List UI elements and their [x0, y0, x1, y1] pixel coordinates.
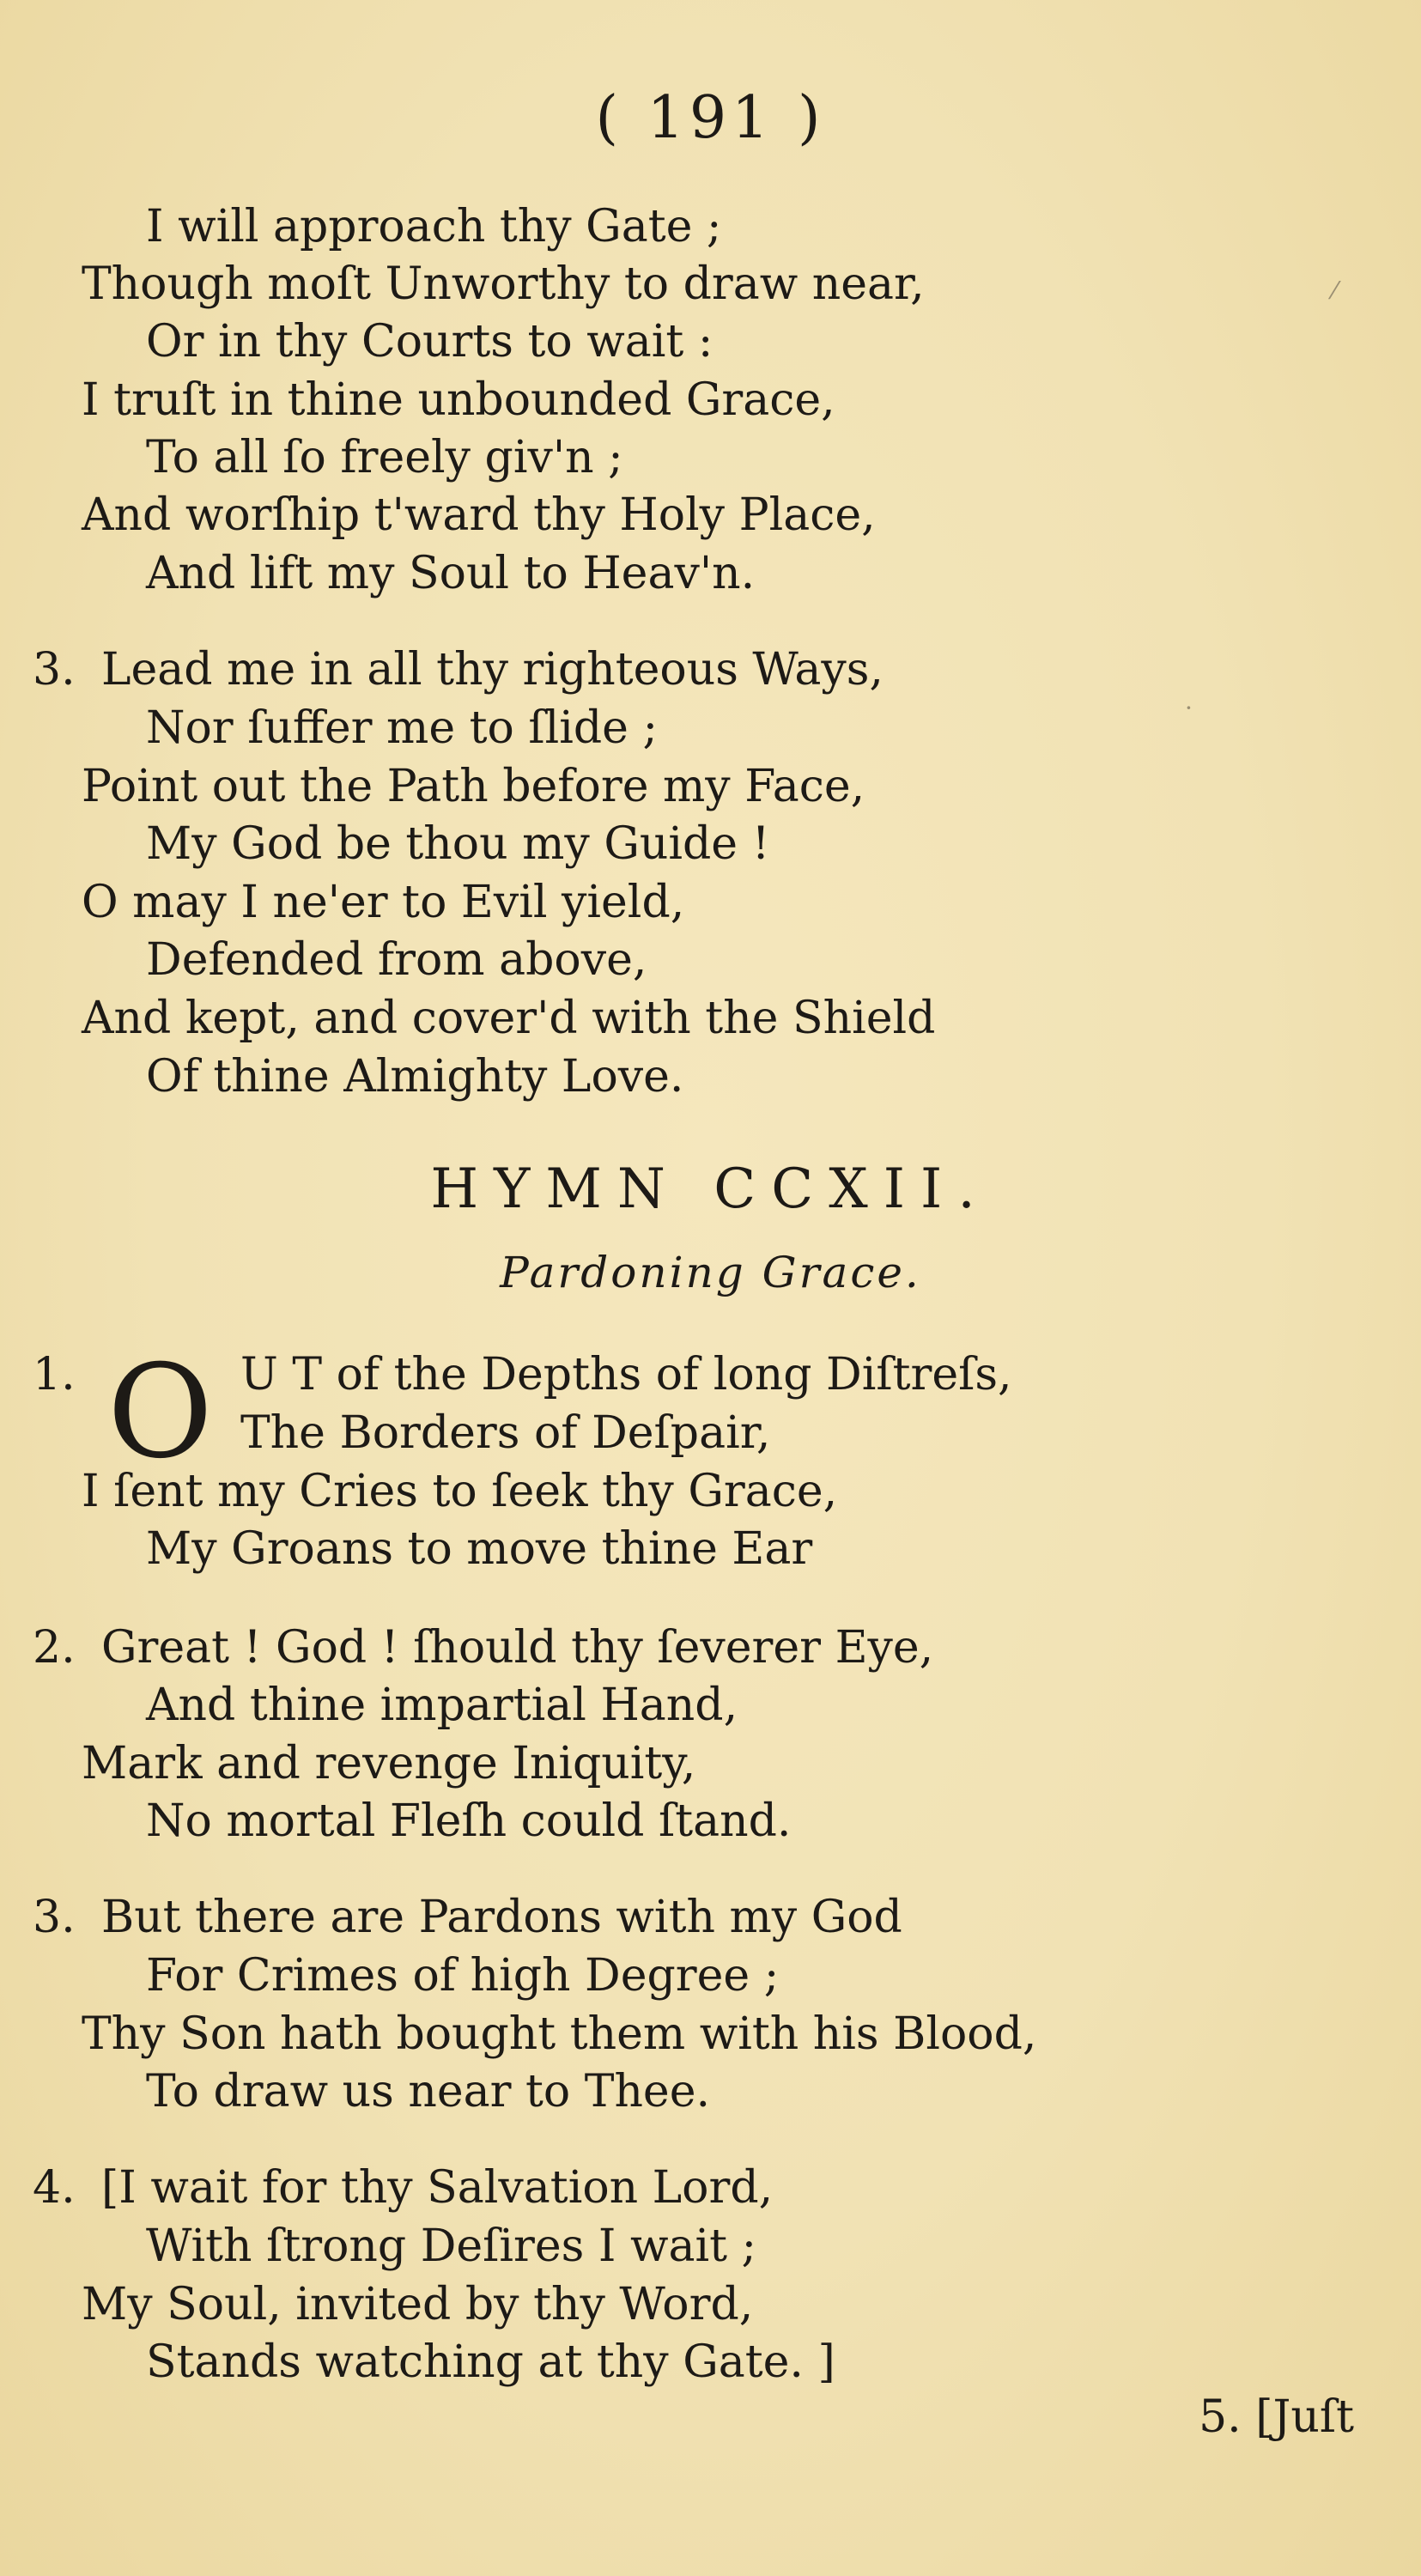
verse-line: And kept, and cover'd with the Shield: [82, 993, 936, 1044]
verse-line: My Soul, invited by thy Word,: [82, 2279, 754, 2330]
verse-line: The Borders of Deſpair,: [240, 1407, 771, 1459]
stanza-number: 2.: [33, 1622, 76, 1674]
verse-line: Stands watching at thy Gate. ]: [146, 2336, 835, 2388]
stanza-number: 3.: [33, 644, 76, 696]
verse-line: But there are Pardons with my God: [101, 1892, 902, 1943]
verse-line: For Crimes of high Degree ;: [146, 1950, 780, 2002]
hymn-title: HYMN CCXII.: [430, 1157, 991, 1221]
verse-line: Defended from above,: [146, 934, 647, 986]
verse-line: Point out the Path before my Face,: [82, 761, 865, 812]
page-number: ( 191 ): [595, 84, 826, 152]
verse-line: My God be thou my Guide !: [146, 818, 770, 870]
verse-line: With ſtrong Deſires I wait ;: [146, 2221, 757, 2272]
verse-line: And lift my Soul to Heav'n.: [146, 548, 756, 599]
verse-line: Nor ſuffer me to ſlide ;: [146, 702, 658, 754]
verse-line: Great ! God ! ſhould thy ſeverer Eye,: [101, 1622, 934, 1674]
verse-line: U T of the Depths of long Diſtreſs,: [240, 1349, 1012, 1400]
verse-line: To draw us near to Thee.: [146, 2066, 711, 2117]
drop-capital: O: [107, 1338, 213, 1487]
verse-line: I will approach thy Gate ;: [146, 201, 722, 252]
verse-line: Thy Son hath bought them with his Blood,: [82, 2008, 1037, 2060]
verse-line: Mark and revenge Iniquity,: [82, 1738, 696, 1789]
stanza-number: 4.: [33, 2162, 76, 2214]
verse-line: Lead me in all thy righteous Ways,: [101, 644, 884, 696]
verse-line: I ſent my Cries to ſeek thy Grace,: [82, 1466, 838, 1517]
hymn-subtitle: Pardoning Grace.: [500, 1248, 921, 1297]
verse-line: And thine impartial Hand,: [146, 1680, 738, 1731]
verse-line: O may I ne'er to Evil yield,: [82, 877, 685, 928]
stanza-number: 1.: [33, 1349, 76, 1400]
margin-mark: ·: [1185, 694, 1193, 722]
stanza-number: 3.: [33, 1892, 76, 1943]
verse-line: Of thine Almighty Love.: [146, 1051, 684, 1103]
verse-line: And worſhip t'ward thy Holy Place,: [82, 489, 876, 541]
verse-line: Though moſt Unworthy to draw near,: [82, 258, 925, 310]
catchword: 5. [Juſt: [1199, 2391, 1354, 2443]
verse-line: No mortal Fleſh could ſtand.: [146, 1795, 792, 1847]
margin-mark: ⁄: [1333, 276, 1337, 305]
verse-line: My Groans to move thine Ear: [146, 1523, 813, 1575]
verse-line: To all ſo freely giv'n ;: [146, 432, 623, 483]
verse-line: I truſt in thine unbounded Grace,: [82, 374, 835, 426]
verse-line: [I wait for thy Salvation Lord,: [101, 2162, 774, 2214]
verse-line: Or in thy Courts to wait :: [146, 316, 714, 368]
